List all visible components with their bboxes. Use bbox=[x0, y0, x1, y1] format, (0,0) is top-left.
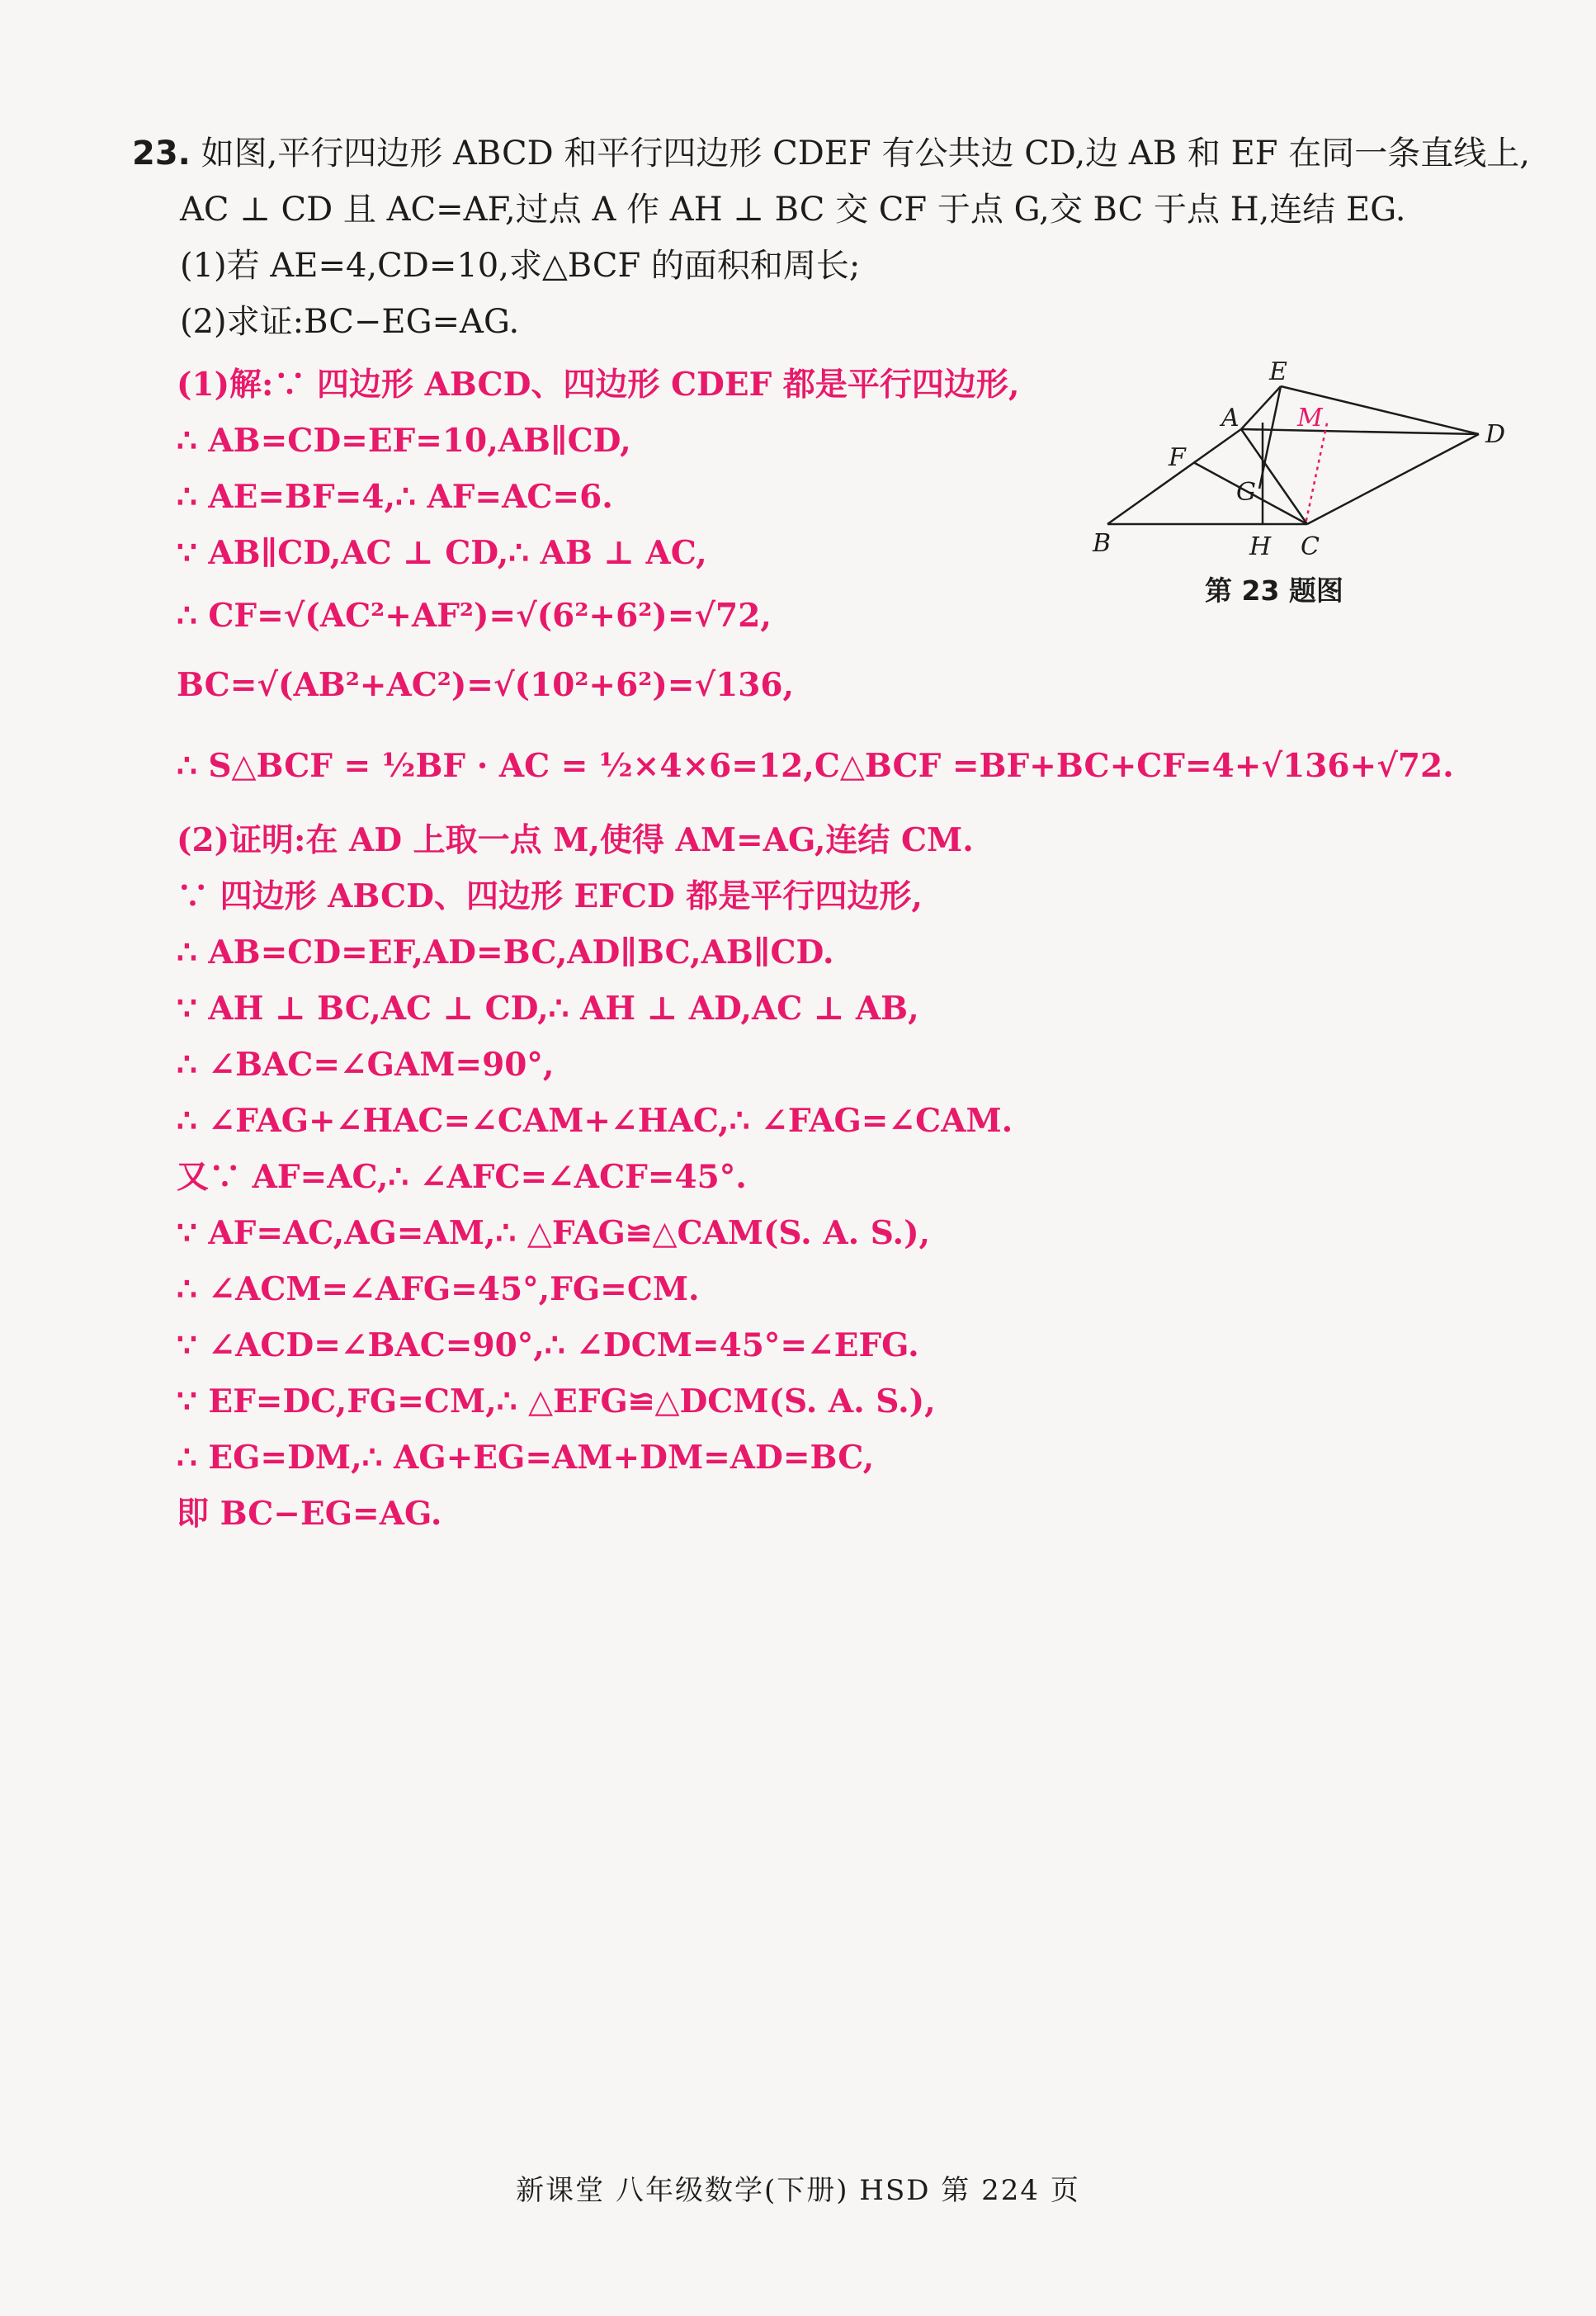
problem-line-1 bbox=[132, 125, 1530, 182]
solution-block bbox=[177, 357, 1480, 1542]
solution-line: 又∵ AF=AC,∴ ∠AFC=∠ACF=45°. bbox=[177, 1158, 747, 1196]
solution-line: 即 BC−EG=AG. bbox=[177, 1495, 442, 1533]
solution-line: ∴ AB=CD=EF=10,AB∥CD, bbox=[177, 422, 631, 460]
solution-line: ∵ EF=DC,FG=CM,∴ △EFG≌△DCM(S. A. S.), bbox=[177, 1383, 936, 1420]
solution-line: ∴ ∠FAG+∠HAC=∠CAM+∠HAC,∴ ∠FAG=∠CAM. bbox=[177, 1102, 1013, 1140]
solution-line: BC=√(AB²+AC²)=√(10²+6²)=√136, bbox=[177, 666, 795, 704]
problem-text: 如图,平行四边形 ABCD 和平行四边形 CDEF 有公共边 CD,边 AB 和 EF 在同一条直线上, bbox=[201, 135, 1530, 173]
solution-line: ∴ ∠BAC=∠GAM=90°, bbox=[177, 1046, 555, 1084]
label-c: C bbox=[1301, 532, 1320, 561]
problem-line-2: AC ⊥ CD 且 AC=AF,过点 A 作 AH ⊥ BC 交 CF 于点 G,交 BC 于点 H,连结 EG. bbox=[180, 191, 1406, 229]
problem-statement bbox=[132, 125, 1530, 350]
solution-line: ∴ ∠ACM=∠AFG=45°,FG=CM. bbox=[177, 1270, 700, 1308]
label-b: B bbox=[1093, 529, 1112, 558]
figure-caption: 第 23 题图 bbox=[1205, 574, 1343, 607]
page-footer: 新课堂 八年级数学(下册) HSD 第 224 页 bbox=[516, 2174, 1080, 2207]
label-g: G bbox=[1236, 478, 1256, 507]
solution-line: ∴ CF=√(AC²+AF²)=√(6²+6²)=√72, bbox=[177, 597, 772, 635]
solution-line: ∵ AH ⊥ BC,AC ⊥ CD,∴ AH ⊥ AD,AC ⊥ AB, bbox=[177, 990, 919, 1028]
problem-part-1: (1)若 AE=4,CD=10,求△BCF 的面积和周长; bbox=[180, 247, 861, 285]
problem-part-2: (2)求证:BC−EG=AG. bbox=[180, 303, 520, 341]
label-m: M bbox=[1297, 404, 1323, 432]
label-a: A bbox=[1221, 404, 1239, 432]
solution-line: ∵ AB∥CD,AC ⊥ CD,∴ AB ⊥ AC, bbox=[177, 534, 707, 572]
problem-number: 23. bbox=[132, 135, 191, 173]
solution-line: (2)证明:在 AD 上取一点 M,使得 AM=AG,连结 CM. bbox=[177, 821, 974, 859]
solution-line: ∴ AB=CD=EF,AD=BC,AD∥BC,AB∥CD. bbox=[177, 933, 834, 971]
solution-line: ∴ S△BCF = ½BF · AC = ½×4×6=12,C△BCF =BF+BC+CF=4+√136+√72. bbox=[177, 747, 1454, 785]
solution-line: ∵ AF=AC,AG=AM,∴ △FAG≌△CAM(S. A. S.), bbox=[177, 1214, 931, 1252]
label-e: E bbox=[1269, 357, 1287, 386]
label-h: H bbox=[1249, 532, 1272, 561]
label-f: F bbox=[1169, 443, 1186, 472]
label-d: D bbox=[1485, 420, 1506, 449]
solution-line: ∵ 四边形 ABCD、四边形 EFCD 都是平行四边形, bbox=[177, 877, 923, 915]
solution-line: ∵ ∠ACD=∠BAC=90°,∴ ∠DCM=45°=∠EFG. bbox=[177, 1326, 919, 1364]
solution-line: ∴ EG=DM,∴ AG+EG=AM+DM=AD=BC, bbox=[177, 1439, 875, 1477]
solution-line: ∴ AE=BF=4,∴ AF=AC=6. bbox=[177, 478, 613, 516]
solution-line: (1)解:∵ 四边形 ABCD、四边形 CDEF 都是平行四边形, bbox=[177, 366, 1020, 404]
